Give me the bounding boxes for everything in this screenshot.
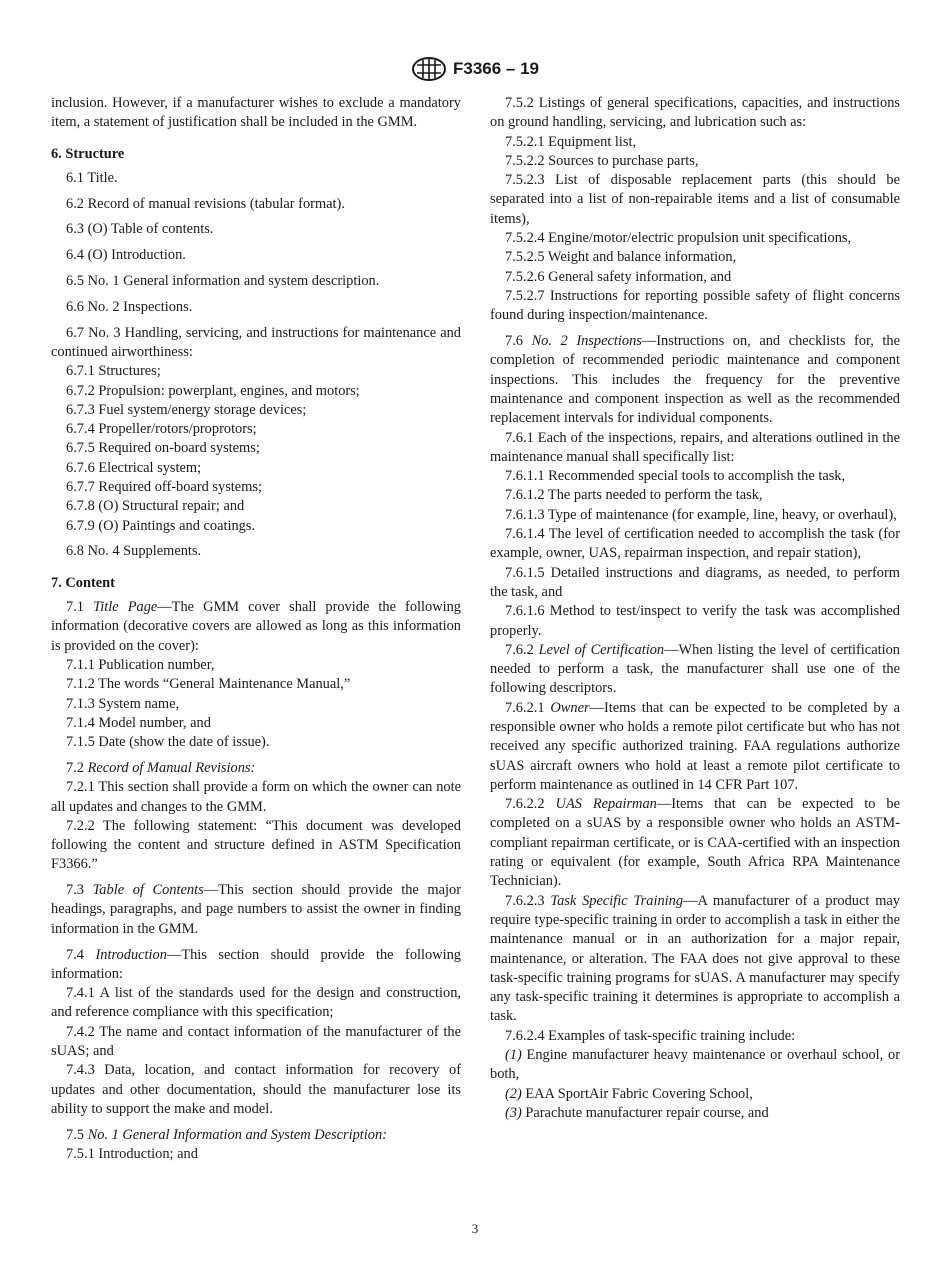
clause: 6.7.5 Required on-board systems; bbox=[66, 440, 260, 457]
clause-text: —Items that can be expected to be completed on a sUAS by a responsible owner who holds an ASTM-compliant repairman certificate, or is CAA-certified with an inspection rating or equivalent (for example, South Africa RPA Maintenance Technician). bbox=[490, 796, 900, 890]
clause-number: 7.5 bbox=[66, 1126, 84, 1143]
clause bbox=[490, 699, 900, 795]
clause: 6.7.4 Propeller/rotors/proprotors; bbox=[66, 421, 257, 438]
clause bbox=[51, 598, 461, 656]
clause-number: 7.4 bbox=[66, 946, 84, 963]
clause: 7.5.2 Listings of general specifications, capacities, and instructions on ground handling, servicing, and lubrication such as: bbox=[490, 95, 900, 131]
clause: 7.6.1.4 The level of certification needed to accomplish the task (for example, owner, UAS, repairman inspection, and repair station), bbox=[490, 526, 900, 562]
clause-title: Owner bbox=[550, 699, 590, 716]
clause bbox=[51, 946, 461, 985]
list-item bbox=[490, 1104, 900, 1123]
page-header bbox=[0, 56, 950, 82]
clause: 7.1.5 Date (show the date of issue). bbox=[66, 734, 270, 751]
clause: 6.4 (O) Introduction. bbox=[66, 247, 186, 264]
clause-text: —This section should provide the major headings, paragraphs, and page numbers to assist the owner in finding information in the GMM. bbox=[51, 882, 461, 937]
section-heading: 7. Content bbox=[51, 574, 115, 591]
clause bbox=[490, 641, 900, 699]
clause-number: 7.3 bbox=[66, 882, 84, 899]
clause: 7.4.2 The name and contact information of the manufacturer of the sUAS; and bbox=[51, 1023, 461, 1060]
list-item bbox=[490, 1085, 900, 1104]
clause: 7.5.2.1 Equipment list, bbox=[505, 133, 637, 150]
clause: 7.1.4 Model number, and bbox=[66, 714, 211, 731]
clause-number: 7.6 bbox=[505, 333, 523, 350]
clause bbox=[51, 759, 461, 778]
section-heading: 6. Structure bbox=[51, 145, 125, 162]
clause-title: Title Page bbox=[93, 599, 158, 616]
clause-text: —Instructions on, and checklists for, the completion of recommended periodic maintenance and component inspections. This includes the frequency for the preventive maintenance and component inspection as well as the recommended replacement intervals for individual components. bbox=[490, 333, 900, 427]
clause: 6.7.1 Structures; bbox=[66, 363, 161, 380]
clause: 6.7.7 Required off-board systems; bbox=[66, 479, 262, 496]
list-text: Engine manufacturer heavy maintenance or overhaul school, or both, bbox=[490, 1047, 900, 1083]
clause-title: Record of Manual Revisions: bbox=[87, 759, 256, 776]
clause-text: —The GMM cover shall provide the following information (decorative covers are allowed as long as this information is provided on the cover): bbox=[51, 599, 461, 654]
list-number: (2) bbox=[505, 1085, 522, 1102]
clause: 6.7 No. 3 Handling, servicing, and instructions for maintenance and continued airworthiness: bbox=[51, 324, 461, 360]
clause-title: Table of Contents bbox=[92, 882, 204, 899]
clause: 6.1 Title. bbox=[66, 169, 118, 186]
clause: 7.4.3 Data, location, and contact information for recovery of updates and other documentation, should the manufacturer lose its ability to support the make and model. bbox=[51, 1062, 461, 1117]
clause: 7.2.2 The following statement: “This document was developed following the content and structure defined in ASTM Specification F3366.” bbox=[51, 817, 461, 873]
clause bbox=[51, 881, 461, 939]
page-number: 3 bbox=[471, 1221, 479, 1236]
clause: 7.5.2.7 Instructions for reporting possible safety of flight concerns found during inspection/maintenance. bbox=[490, 287, 900, 324]
clause bbox=[51, 1126, 461, 1145]
list-text: Parachute manufacturer repair course, and bbox=[521, 1104, 769, 1121]
clause: 6.3 (O) Table of contents. bbox=[66, 221, 214, 238]
clause: 7.6.2.4 Examples of task-specific training include: bbox=[505, 1027, 796, 1044]
clause-title: Introduction bbox=[95, 946, 167, 963]
clause-number: 7.6.2 bbox=[505, 641, 534, 658]
clause: 7.4.1 A list of the standards used for the design and construction, and reference compliance with this specification; bbox=[51, 985, 461, 1021]
clause: 6.7.8 (O) Structural repair; and bbox=[66, 498, 245, 515]
clause: 6.7.3 Fuel system/energy storage devices; bbox=[66, 401, 307, 418]
clause: 7.5.1 Introduction; and bbox=[66, 1146, 198, 1163]
clause bbox=[490, 332, 900, 428]
clause: 6.5 No. 1 General information and system description. bbox=[66, 273, 380, 290]
clause: 6.8 No. 4 Supplements. bbox=[66, 543, 202, 560]
clause-text: —When listing the level of certification needed to perform a task, the manufacturer shall use one of the following descriptors. bbox=[490, 641, 900, 697]
clause-title: Task Specific Training bbox=[550, 892, 684, 909]
clause-number: 7.6.2.3 bbox=[505, 892, 545, 909]
clause-number: 7.6.2.2 bbox=[505, 796, 545, 813]
clause: 7.6.1.6 Method to test/inspect to verify the task was accomplished properly. bbox=[490, 603, 900, 639]
clause: 6.7.9 (O) Paintings and coatings. bbox=[66, 517, 256, 534]
clause-text: —Items that can be expected to be completed by a responsible owner who holds a remote pilot certificate but who has not received any specific authorized training. FAA regulations authorize sUAS aircraft owners who hold at least a remote pilot certificate to perform maintenance as outlined in 14 CFR Part 107. bbox=[490, 699, 900, 793]
left-column bbox=[51, 94, 461, 1164]
designation: F3366 – 19 bbox=[452, 59, 539, 78]
clause: 7.5.2.2 Sources to purchase parts, bbox=[505, 152, 699, 169]
list-text: EAA SportAir Fabric Covering School, bbox=[521, 1085, 753, 1102]
clause: 7.6.1.5 Detailed instructions and diagrams, as needed, to perform the task, and bbox=[490, 564, 900, 600]
clause: 7.6.1 Each of the inspections, repairs, and alterations outlined in the maintenance manual shall specifically list: bbox=[490, 429, 900, 465]
clause bbox=[490, 892, 900, 1027]
clause bbox=[490, 795, 900, 891]
clause: 7.2.1 This section shall provide a form on which the owner can note all updates and changes to the GMM. bbox=[51, 779, 461, 815]
clause: 6.2 Record of manual revisions (tabular format). bbox=[66, 195, 345, 212]
list-number: (3) bbox=[505, 1104, 522, 1121]
clause: 7.5.2.3 List of disposable replacement parts (this should be separated into a list of non-repairable items and a list of consumable items), bbox=[490, 172, 900, 227]
clause: 7.6.1.3 Type of maintenance (for example, line, heavy, or overhaul), bbox=[505, 506, 897, 523]
paragraph: inclusion. However, if a manufacturer wishes to exclude a mandatory item, a statement of justification shall be included in the GMM. bbox=[51, 95, 461, 131]
clause: 7.5.2.4 Engine/motor/electric propulsion unit specifications, bbox=[505, 230, 852, 247]
clause-number: 7.6.2.1 bbox=[505, 699, 545, 716]
clause-text: —A manufacturer of a product may require type-specific training in order to accomplish a task in either the maintenance manual or in an authorization for a major repair, maintenance, or alteration. The FAA does not give approval to these task-specific training programs for sUAS. A manufacturer may specify any task-specific training it determines is appropriate to accomplish a task. bbox=[490, 892, 900, 1025]
clause: 6.7.2 Propulsion: powerplant, engines, and motors; bbox=[66, 382, 360, 399]
clause: 6.6 No. 2 Inspections. bbox=[66, 298, 193, 315]
list-number: (1) bbox=[505, 1047, 522, 1064]
astm-logo-icon bbox=[411, 56, 447, 82]
clause-number: 7.1 bbox=[66, 599, 84, 616]
clause: 6.7.6 Electrical system; bbox=[66, 459, 202, 476]
clause: 7.5.2.5 Weight and balance information, bbox=[505, 249, 737, 266]
clause: 7.1.3 System name, bbox=[66, 695, 180, 712]
clause-title: UAS Repairman bbox=[555, 796, 657, 813]
clause-title: Level of Certification bbox=[538, 641, 665, 658]
clause-title: No. 1 General Information and System Description: bbox=[87, 1126, 387, 1143]
clause-text: —This section should provide the following information: bbox=[51, 946, 461, 982]
clause: 7.1.1 Publication number, bbox=[66, 656, 215, 673]
clause: 7.1.2 The words “General Maintenance Manual,” bbox=[66, 676, 351, 693]
clause: 7.6.1.2 The parts needed to perform the task, bbox=[505, 487, 763, 504]
clause: 7.5.2.6 General safety information, and bbox=[505, 268, 732, 285]
list-item bbox=[490, 1046, 900, 1085]
clause-title: No. 2 Inspections bbox=[531, 333, 642, 350]
clause: 7.6.1.1 Recommended special tools to accomplish the task, bbox=[505, 468, 846, 485]
right-column bbox=[490, 94, 900, 1123]
clause-number: 7.2 bbox=[66, 759, 84, 776]
